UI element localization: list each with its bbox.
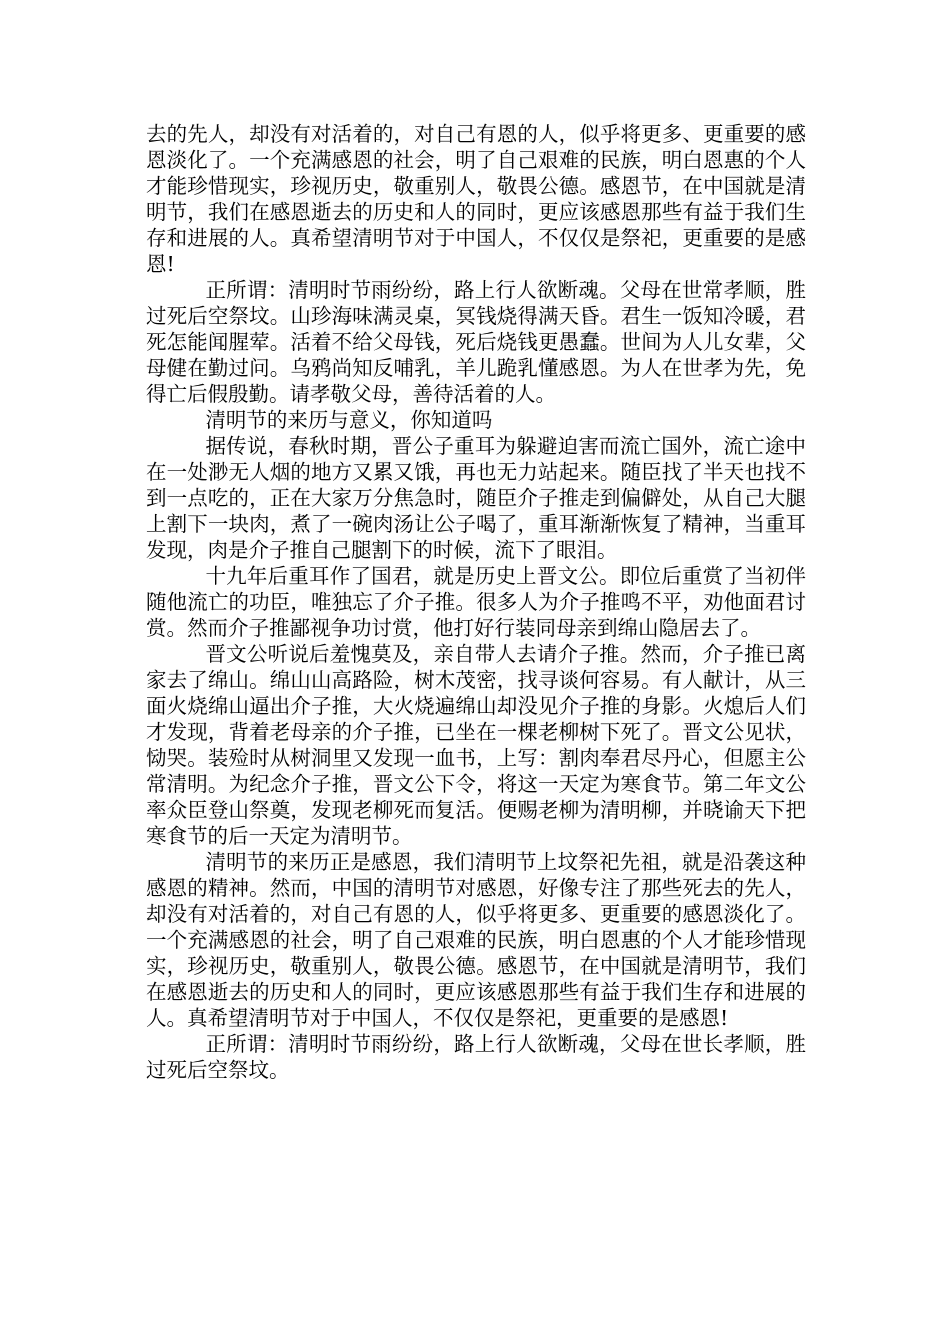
paragraph-legend: 晋文公听说后羞愧莫及，亲自带人去请介子推。然而，介子推已离家去了绵山。绵山山高路险，树木茂密，找寻谈何容易。有人献计，从三面火烧绵山逼出介子推，大火烧遍绵山却没见介子推的身影。火熄后人们才发现，背着老母亲的介子推，已坐在一棵老柳树下死了。晋文公见状，恸哭。装殓时从树洞里又发现一血书，上写：割肉奉君尽丹心，但愿主公常清明。为纪念介子推，晋文公下令，将这一天定为寒食节。第二年文公率众臣登山祭奠，发现老柳死而复活。便赐老柳为清明柳，并晓谕天下把寒食节的后一天定为清明节。 <box>146 642 806 848</box>
document-body <box>146 121 806 1083</box>
section-heading: 清明节的来历与意义，你知道吗 <box>205 408 493 432</box>
paragraph-closing-quote: 正所谓：清明时节雨纷纷，路上行人欲断魂，父母在世长孝顺，胜过死后空祭坟。 <box>146 1032 806 1082</box>
paragraph-gratitude: 清明节的来历正是感恩，我们清明节上坟祭祀先祖，就是沿袭这种感恩的精神。然而，中国的清明节对感恩，好像专注了那些死去的先人，却没有对活着的，对自己有恩的人，似乎将更多、更重要的感恩淡化了。一个充满感恩的社会，明了自己艰难的民族，明白恩惠的个人才能珍惜现实，珍视历史，敬重别人，敬畏公德。感恩节，在中国就是清明节，我们在感恩逝去的历史和人的同时，更应该感恩那些有益于我们生存和进展的人。真希望清明节对于中国人，不仅仅是祭祀，更重要的是感恩! <box>146 850 806 1030</box>
paragraph-poem-quote: 正所谓：清明时节雨纷纷，路上行人欲断魂。父母在世常孝顺，胜过死后空祭坟。山珍海味满灵桌，冥钱烧得满天昏。君生一饭知冷暖，君死怎能闻腥荤。活着不给父母钱，死后烧钱更愚蠢。世间为人儿女辈，父母健在勤过问。乌鸦尚知反哺乳，羊儿跪乳懂感恩。为人在世孝为先，免得亡后假殷勤。请孝敬父母，善待活着的人。 <box>146 278 806 406</box>
paragraph-continuation: 去的先人，却没有对活着的，对自己有恩的人，似乎将更多、更重要的感恩淡化了。一个充满感恩的社会，明了自己艰难的民族，明白恩惠的个人才能珍惜现实，珍视历史，敬重别人，敬畏公德。感恩节，在中国就是清明节，我们在感恩逝去的历史和人的同时，更应该感恩那些有益于我们生存和进展的人。真希望清明节对于中国人，不仅仅是祭祀，更重要的是感恩! <box>146 122 806 276</box>
paragraph-legend: 十九年后重耳作了国君，就是历史上晋文公。即位后重赏了当初伴随他流亡的功臣，唯独忘了介子推。很多人为介子推鸣不平，劝他面君讨赏。然而介子推鄙视争功讨赏，他打好行装同母亲到绵山隐居去了。 <box>146 564 806 640</box>
paragraph-legend: 据传说，春秋时期，晋公子重耳为躲避迫害而流亡国外，流亡途中在一处渺无人烟的地方又累又饿，再也无力站起来。随臣找了半天也找不到一点吃的，正在大家万分焦急时，随臣介子推走到偏僻处，从自己大腿上割下一块肉，煮了一碗肉汤让公子喝了，重耳渐渐恢复了精神，当重耳发现，肉是介子推自己腿割下的时候，流下了眼泪。 <box>146 434 806 562</box>
